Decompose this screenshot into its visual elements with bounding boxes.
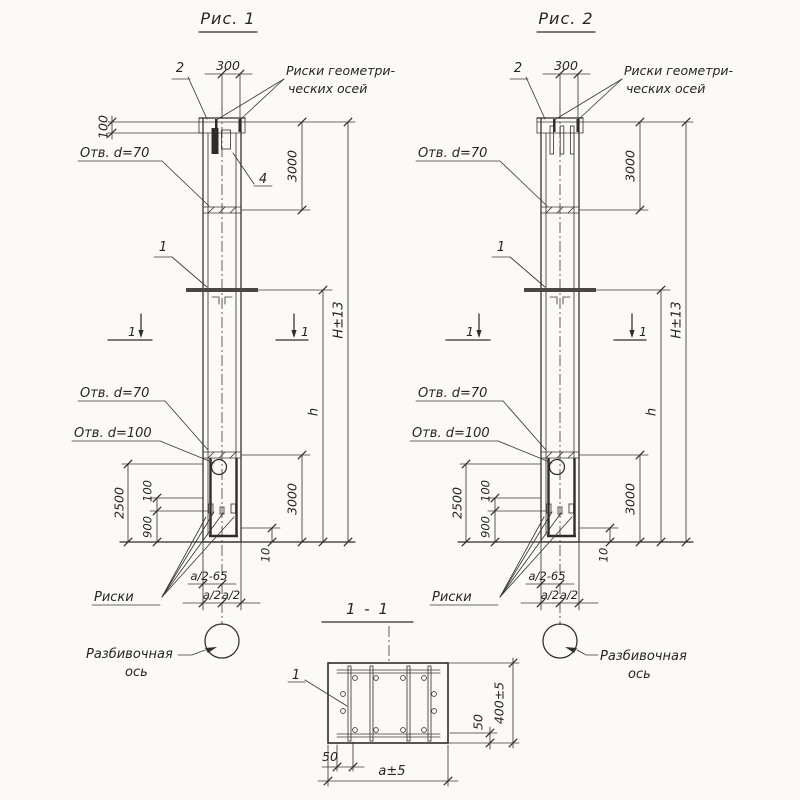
fig1-dim-a2-65: a/2-65: [190, 569, 228, 583]
fig2-dim-3000-bottom: 3000: [622, 483, 638, 515]
fig1-hole-d100: Отв. d=100: [74, 426, 152, 441]
rebar-outlet: [560, 126, 564, 154]
fig1-hole-d70-top: Отв. d=70: [80, 146, 150, 161]
fig1-mark-2: 2: [175, 61, 185, 76]
section-dim-50-right: 50: [470, 714, 486, 730]
fig1-hole-d70-bottom: Отв. d=70: [80, 386, 150, 401]
fig1-dim-H: H±13: [331, 301, 347, 339]
fig2-dim-10: 10: [596, 547, 611, 563]
section-dim-a5: a±5: [378, 764, 406, 779]
fig2-hole-d100: Отв. d=100: [412, 426, 490, 441]
fig2-dim-a2-left: a/2: [540, 588, 560, 602]
figure-1: [72, 9, 396, 680]
fig1-title: Рис. 1: [200, 9, 256, 28]
fig1-dim-10: 10: [258, 547, 273, 563]
fig1-dim-h: h: [306, 407, 322, 417]
fig2-risk-axes-label-2: ческих осей: [626, 81, 706, 96]
fig2-dim-900: 900: [478, 516, 493, 538]
fig1-dim-3000-top: 3000: [284, 150, 300, 182]
fig1-dim-a2-right: a/2: [221, 588, 241, 602]
fig2-risk-axes-label-1: Риски геометри-: [624, 63, 734, 78]
fig2-dim-H: H±13: [669, 301, 685, 339]
fig1-section-mark-left: 1: [128, 324, 136, 339]
fig2-title: Рис. 2: [538, 9, 594, 28]
rebar-outlet: [570, 126, 574, 154]
fig2-dim-300: 300: [554, 58, 578, 73]
fig2-axis-label-2: ось: [628, 667, 651, 682]
fig2-dim-100-bottom: 100: [478, 480, 493, 502]
rebar-dots: [341, 676, 437, 733]
axis-leader-arrow: [565, 647, 577, 653]
fig1-mark-1: 1: [158, 240, 168, 255]
fig1-risk-axes-label-1: Риски геометри-: [286, 63, 396, 78]
figure-2: [410, 9, 734, 682]
fig1-dim-2500: 2500: [111, 487, 127, 519]
fig2-hole-d70-bottom: Отв. d=70: [418, 386, 488, 401]
fig1-dim-300: 300: [216, 58, 240, 73]
fig1-dim-100-top: 100: [95, 115, 111, 139]
section-dim-400: 400±5: [491, 681, 507, 725]
axis-leader-arrow: [205, 647, 217, 653]
fig1-risk-axes-label-2: ческих осей: [288, 81, 368, 96]
fig1-riski-label: Риски: [94, 590, 134, 605]
fig1-dim-3000-bottom: 3000: [284, 483, 300, 515]
fig2-riski-label: Риски: [432, 590, 472, 605]
fig1-dim-a2-left: a/2: [202, 588, 222, 602]
fig2-section-mark-left: 1: [466, 324, 474, 339]
fig1-dim-100-bottom: 100: [140, 480, 155, 502]
fig2-mark-2: 2: [513, 61, 523, 76]
fig2-section-mark-right: 1: [639, 324, 647, 339]
section-mark-1: 1: [291, 668, 301, 683]
fig1-mark-4: 4: [258, 172, 268, 187]
fig2-hole-d70-top: Отв. d=70: [418, 146, 488, 161]
fig1-dim-900: 900: [140, 516, 155, 538]
fig1-axis-label-1: Разбивочная: [86, 647, 173, 662]
fig1-section-mark-right: 1: [301, 324, 309, 339]
section-dim-50-left: 50: [322, 749, 338, 764]
fig2-dim-2500: 2500: [449, 487, 465, 519]
fig2-dim-3000-top: 3000: [622, 150, 638, 182]
section-title: 1 - 1: [345, 600, 391, 618]
section-outline: [328, 663, 448, 743]
fig2-mark-1: 1: [496, 240, 506, 255]
fig2-axis-label-1: Разбивочная: [600, 649, 687, 664]
fig2-dim-h: h: [644, 407, 660, 417]
fig2-dim-a2-right: a/2: [559, 588, 579, 602]
fig2-dim-a2-65: a/2-65: [528, 569, 566, 583]
fig1-axis-label-2: ось: [125, 665, 148, 680]
embedded-plate: [212, 128, 219, 154]
section-1-1: [288, 600, 519, 786]
